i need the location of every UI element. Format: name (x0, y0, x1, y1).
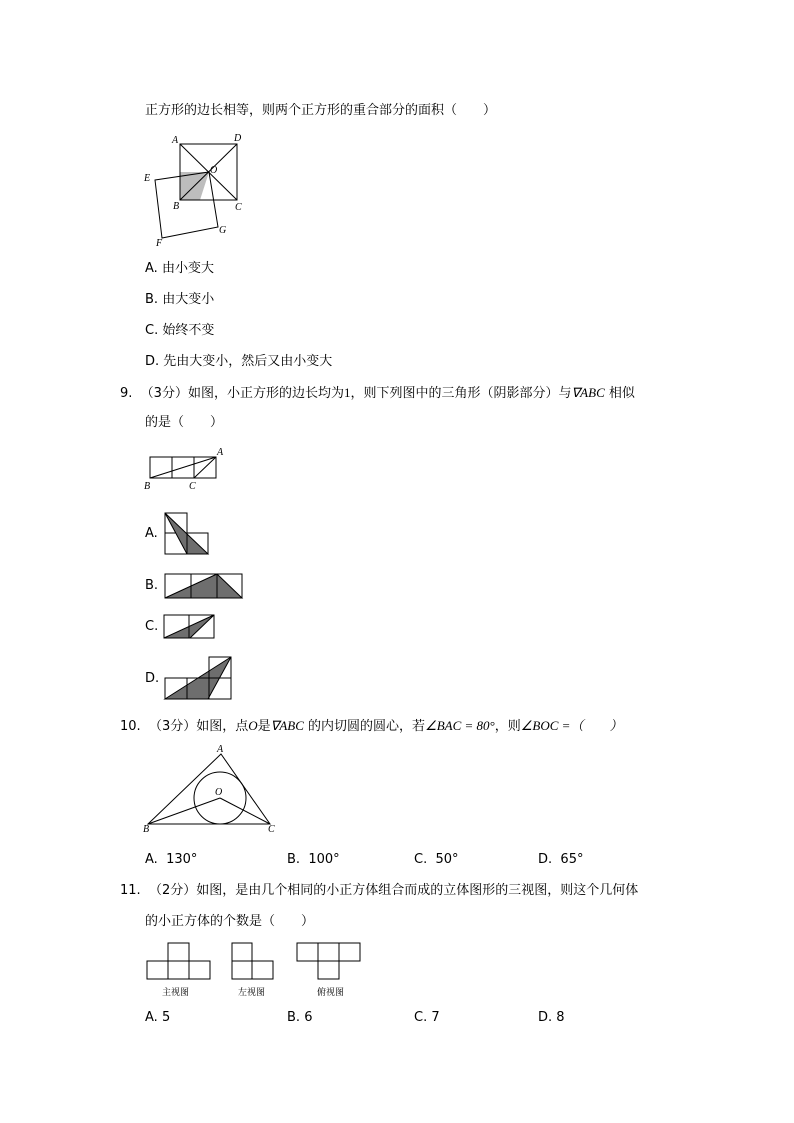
q10-label-b: B (143, 824, 150, 835)
q8-label-b: B (173, 201, 180, 212)
q10-option-c: C. 50° (414, 852, 459, 867)
q11-number: 11. (120, 883, 141, 898)
q10-asked-angle: ∠BOC =（ ） (520, 718, 623, 733)
q9-label-b: B (144, 481, 151, 492)
q11-option-b: B. 6 (287, 1010, 313, 1025)
q9-stem-line2: 的是（ ） (145, 415, 224, 430)
q9-score: （3分） (140, 386, 188, 401)
q8-label-g: G (219, 225, 227, 236)
q9-figure-abc (140, 445, 240, 495)
q10-label-o: O (215, 787, 223, 798)
q10-segment-bo (148, 798, 220, 824)
q10-label-c: C (268, 824, 275, 835)
q9-stem: 9. （3分）如图，小正方形的边长均为1，则下列图中的三角形（阴影部分）与∇ABC 相似 (120, 385, 635, 401)
q10-number: 10. (120, 719, 141, 734)
q9-option-b-figure (165, 573, 245, 601)
q11-option-a: A. 5 (145, 1010, 171, 1025)
q9-option-c-key: C. (145, 619, 159, 634)
q8-option-b: B. 由大变小 (145, 292, 215, 307)
q8-figure-squares (140, 130, 260, 250)
q8-option-d: D. 先由大变小，然后又由小变大 (145, 354, 333, 369)
q8-option-c: C. 始终不变 (145, 323, 215, 338)
q11-option-d: D. 8 (538, 1010, 565, 1025)
q11-stem: 11. （2分）如图，是由几个相同的小正方体组合而成的立体图形的三视图，则这个几何体 (120, 883, 639, 898)
q10-score: （3分） (148, 719, 197, 734)
q9-number: 9. (120, 386, 133, 401)
q10-option-a: A. 130° (145, 852, 198, 867)
q9-option-b-key: B. (145, 578, 159, 593)
q8-label-o: O (210, 165, 218, 176)
q10-option-b: B. 100° (287, 852, 340, 867)
q9-option-a-key: A. (145, 526, 158, 541)
q9-side-ba (150, 457, 216, 478)
q10-triangle (148, 754, 270, 824)
q8-label-c: C (235, 202, 242, 213)
q9-option-b-shade (165, 574, 242, 598)
q9-option-a-figure (165, 512, 211, 556)
q8-label-d: D (234, 133, 242, 144)
q9-option-d-figure (165, 656, 235, 702)
q8-label-a: A (172, 135, 179, 146)
q11-top-view (297, 942, 363, 982)
q11-caption-front: 主视图 (162, 988, 190, 998)
q11-stem-line2: 的小正方体的个数是（ ） (145, 914, 315, 929)
q8-label-e: E (144, 173, 151, 184)
q8-stem-tail: 正方形的边长相等，则两个正方形的重合部分的面积（ ） (145, 103, 497, 118)
q11-front-view (147, 942, 213, 982)
q9-triangle-symbol: ∇ABC (571, 385, 605, 400)
q11-option-c: C. 7 (414, 1010, 440, 1025)
q8-option-a: A. 由小变大 (145, 261, 214, 276)
q8-label-f: F (156, 238, 163, 249)
q10-triangle-symbol: ∇ABC (270, 718, 304, 733)
q9-label-c: C (189, 481, 196, 492)
q9-label-a: A (217, 447, 224, 458)
q10-segment-co (220, 798, 270, 824)
q9-option-c-figure (163, 614, 217, 640)
q10-stem: 10. （3分）如图，点O是∇ABC 的内切圆的圆心，若∠BAC = 80°，则∠BOC =（ ） (120, 718, 623, 734)
q11-score: （2分） (148, 883, 197, 898)
q10-label-a: A (217, 744, 224, 755)
q10-option-d: D. 65° (538, 852, 584, 867)
q10-figure-incircle (140, 746, 285, 838)
q11-left-view (232, 942, 278, 982)
q11-caption-top: 俯视图 (317, 988, 345, 998)
q10-given-angle: ∠BAC = 80° (425, 718, 495, 733)
q9-option-d-key: D. (145, 671, 160, 686)
q11-caption-left: 左视图 (238, 988, 266, 998)
